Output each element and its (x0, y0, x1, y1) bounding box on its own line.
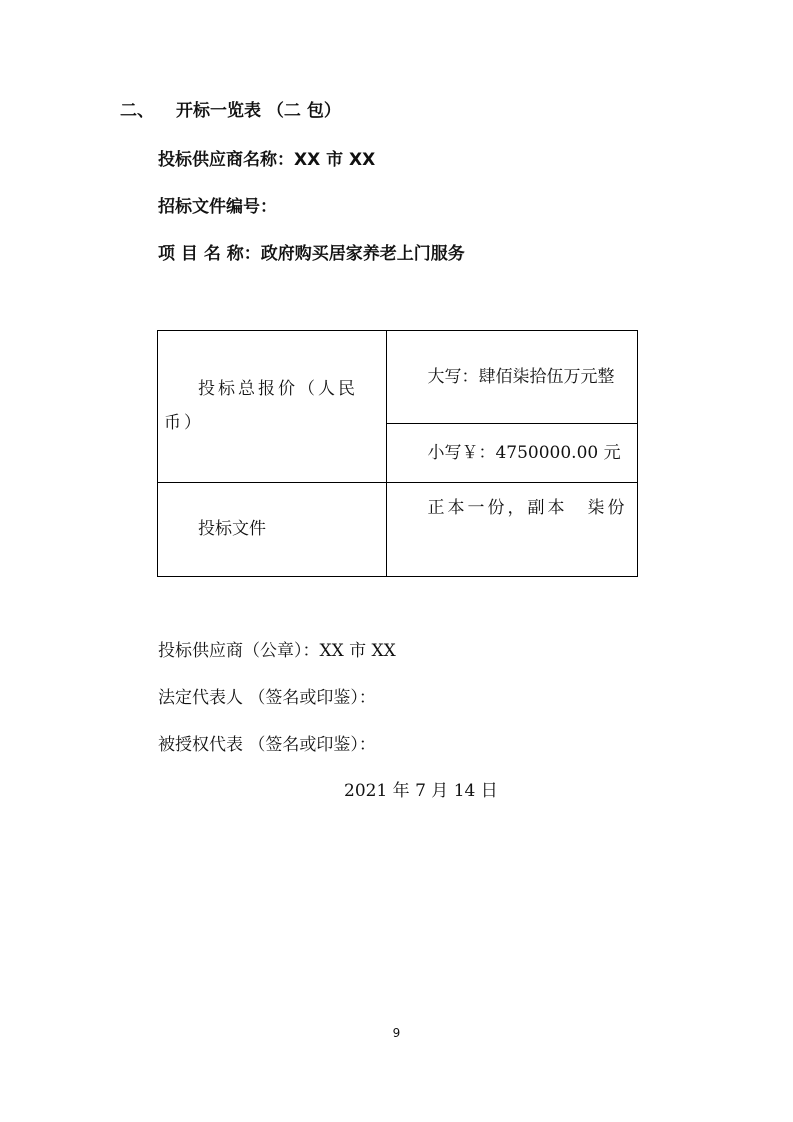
bid-summary-table (157, 330, 638, 577)
section-heading (120, 96, 341, 121)
bid-docs-value-cell (387, 482, 638, 576)
project-name-line: 项 目 名 称：政府购买居家养老上门服务 (158, 244, 465, 264)
authorized-representative-line: 被授权代表 （签名或印鉴）： (158, 735, 376, 755)
page-number: 9 (392, 1026, 401, 1040)
legal-representative-line: 法定代表人 （签名或印鉴）： (158, 688, 376, 708)
section-title: 开标一览表 （二 包） (176, 101, 341, 121)
bid-docs-label: 投标文件 (198, 519, 266, 540)
bid-docs-value: 正本一份，副本 柒份 (427, 497, 628, 518)
amount-in-words: 大写：肆佰柒拾伍万元整 (427, 367, 615, 388)
total-price-label: 投标总报价（人民币） (164, 379, 358, 434)
signature-date: 2021 年 7 月 14 日 (344, 781, 498, 801)
bid-docs-label-cell (158, 482, 387, 576)
tender-doc-number-line: 招标文件编号： (158, 197, 277, 217)
total-price-label-cell (158, 331, 387, 483)
amount-figures-cell (387, 424, 638, 482)
bidder-seal-line: 投标供应商（公章）：XX 市 XX (158, 641, 396, 661)
table-row (158, 331, 638, 424)
bidder-name-line: 投标供应商名称：XX 市 XX (158, 150, 376, 170)
table-row (158, 482, 638, 576)
amount-in-figures: 小写￥：4750000.00 元 (427, 442, 621, 463)
section-number: 二、 (120, 101, 154, 121)
amount-words-cell (387, 331, 638, 424)
